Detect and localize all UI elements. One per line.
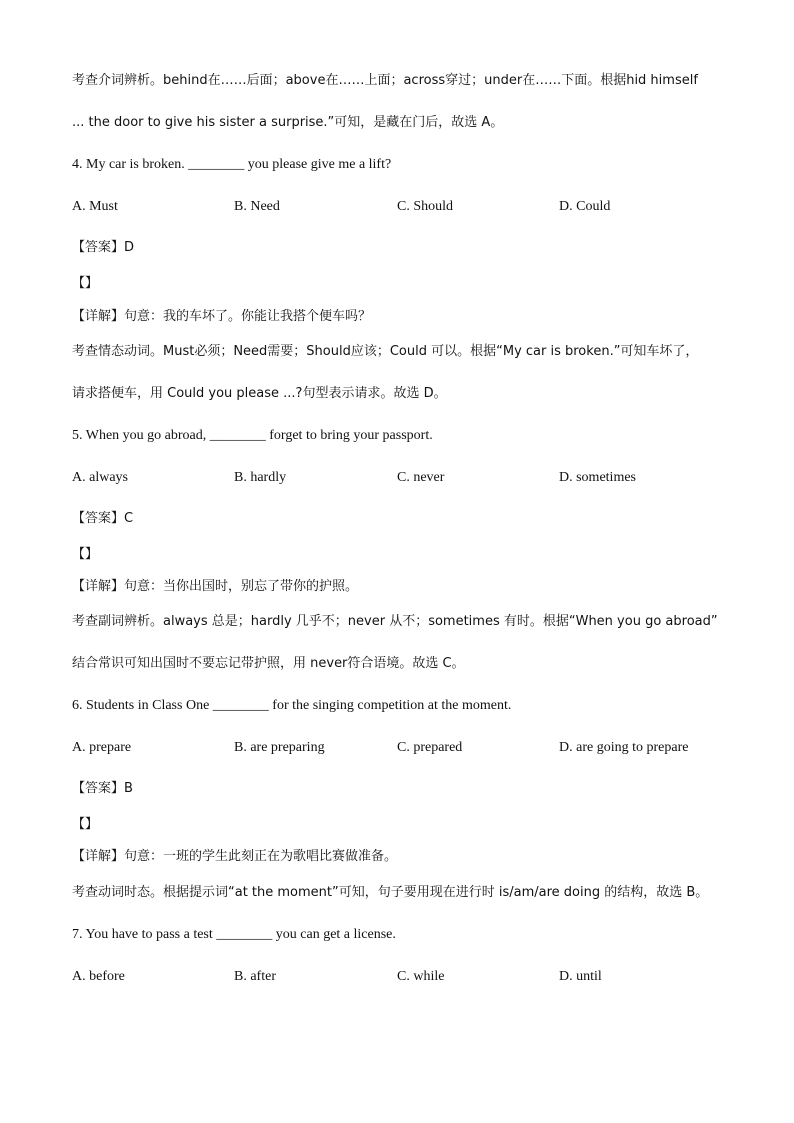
answer-value: D bbox=[124, 240, 135, 255]
analysis-label: 【】 bbox=[72, 276, 99, 291]
answer-label: 【答案】 bbox=[72, 781, 125, 796]
answer-line bbox=[72, 510, 734, 528]
option-d: D. until bbox=[559, 969, 602, 984]
detail-text: 句意：一班的学生此刻正在为歌唱比赛做准备。 bbox=[124, 849, 398, 864]
option-b: B. are preparing bbox=[234, 740, 325, 755]
option-b: B. hardly bbox=[234, 470, 287, 485]
question-4: 4. My car is broken. ________ you please give me a lift? bbox=[72, 157, 392, 172]
detail-line bbox=[72, 848, 734, 866]
detail-text: 句意：我的车坏了。你能让我搭个便车吗？ bbox=[124, 309, 372, 324]
option-d: D. are going to prepare bbox=[559, 740, 689, 755]
option-c: C. prepared bbox=[397, 740, 463, 755]
explanation-text: 结合常识可知出国时不要忘记带护照，用 never符合语境。故选 C。 bbox=[72, 656, 465, 671]
option-a: A. before bbox=[72, 969, 125, 984]
question-7: 7. You have to pass a test ________ you can get a license. bbox=[72, 927, 396, 942]
explanation-text: 考查副词辨析。always 总是；hardly 几乎不；never 从不；sometimes 有时。根据“When you go abroad” bbox=[72, 614, 718, 629]
option-d: D. Could bbox=[559, 199, 611, 214]
detail-label: 【详解】 bbox=[72, 579, 125, 594]
explanation-text: ... the door to give his sister a surprise.”可知，是藏在门后，故选 A。 bbox=[72, 115, 504, 130]
detail-label: 【详解】 bbox=[72, 849, 125, 864]
answer-label: 【答案】 bbox=[72, 240, 125, 255]
explanation-text: 请求搭便车，用 Could you please ...?句型表示请求。故选 D。 bbox=[72, 386, 447, 401]
option-a: A. Must bbox=[72, 199, 118, 214]
question-5: 5. When you go abroad, ________ forget to bring your passport. bbox=[72, 428, 433, 443]
analysis-label: 【】 bbox=[72, 547, 99, 562]
detail-line bbox=[72, 308, 734, 326]
answer-value: B bbox=[124, 781, 133, 796]
option-c: C. Should bbox=[397, 199, 454, 214]
detail-text: 句意：当你出国时，别忘了带你的护照。 bbox=[124, 579, 359, 594]
option-b: B. after bbox=[234, 969, 276, 984]
answer-line bbox=[72, 780, 734, 798]
explanation-text: 考查情态动词。Must必须；Need需要；Should应该；Could 可以。根据“My car is broken.”可知车坏了， bbox=[72, 344, 699, 359]
answer-value: C bbox=[124, 511, 134, 526]
explanation-text: 考查动词时态。根据提示词“at the moment”可知，句子要用现在进行时 is/am/are doing 的结构，故选 B。 bbox=[72, 885, 709, 900]
option-a: A. always bbox=[72, 470, 128, 485]
option-d: D. sometimes bbox=[559, 470, 636, 485]
option-b: B. Need bbox=[234, 199, 280, 214]
option-c: C. never bbox=[397, 470, 445, 485]
explanation-text: 考查介词辨析。behind在……后面；above在……上面；across穿过；under在……下面。根据hid himself bbox=[72, 73, 698, 88]
option-c: C. while bbox=[397, 969, 445, 984]
answer-line bbox=[72, 239, 734, 257]
detail-label: 【详解】 bbox=[72, 309, 125, 324]
answer-label: 【答案】 bbox=[72, 511, 125, 526]
detail-line bbox=[72, 578, 734, 596]
analysis-label: 【】 bbox=[72, 817, 99, 832]
option-a: A. prepare bbox=[72, 740, 132, 755]
question-6: 6. Students in Class One ________ for the singing competition at the moment. bbox=[72, 698, 512, 713]
